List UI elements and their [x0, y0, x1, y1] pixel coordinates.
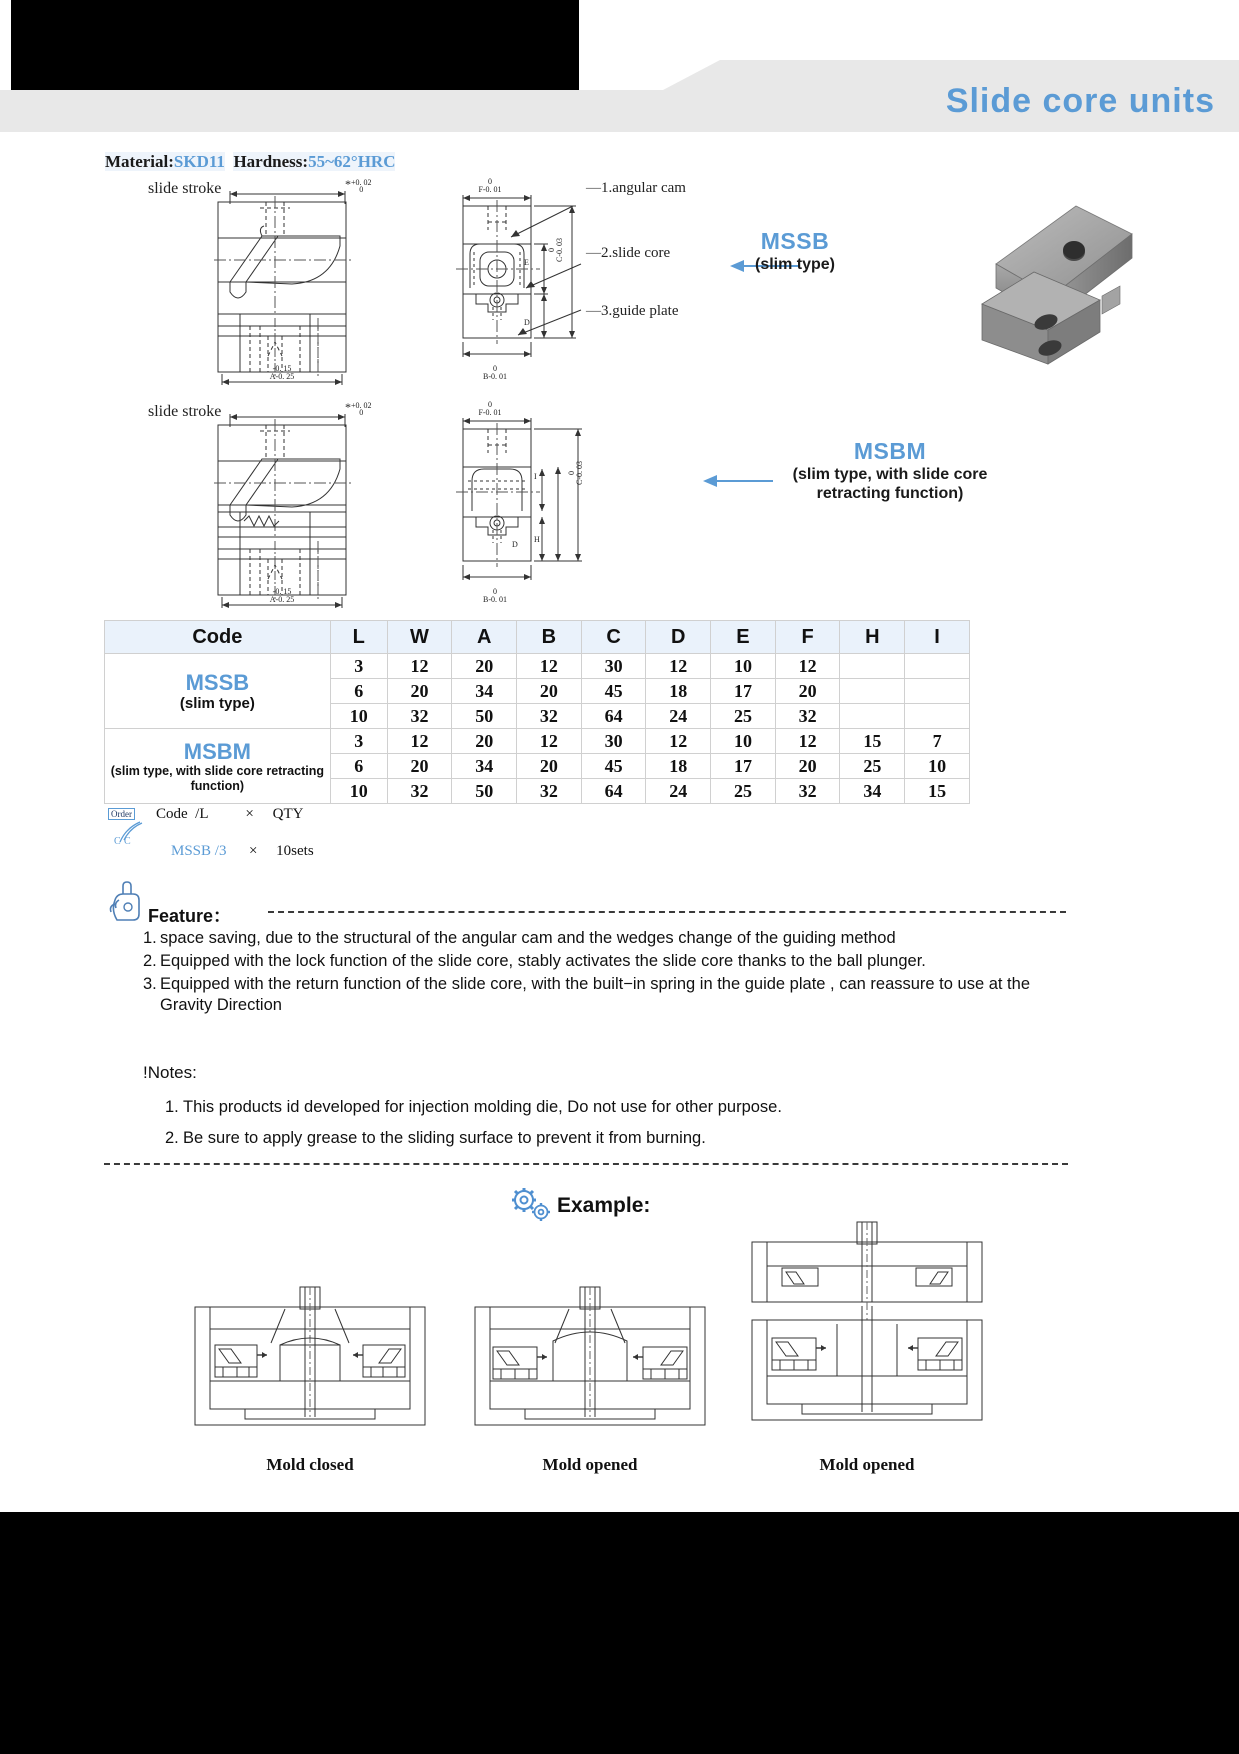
callout-3-guide-plate: —3.guide plate: [586, 303, 679, 319]
feature-item-number: 2.: [143, 951, 157, 970]
cell-B: 20: [517, 754, 582, 779]
col-header-L: L: [330, 621, 387, 654]
cell-F: 20: [775, 754, 840, 779]
cell-D: 12: [646, 729, 711, 754]
order-pattern: Code /L × QTY: [156, 806, 304, 822]
cell-E: 17: [711, 679, 776, 704]
cell-W: 32: [387, 704, 452, 729]
cell-A: 20: [452, 654, 517, 679]
cell-D: 18: [646, 679, 711, 704]
cell-I: [905, 704, 970, 729]
cell-W: 20: [387, 754, 452, 779]
cell-F: 32: [775, 704, 840, 729]
page-header: [0, 0, 1239, 132]
note-item-text: Be sure to apply grease to the sliding surface to prevent it from burning.: [183, 1129, 706, 1148]
feature-divider: [268, 911, 1066, 913]
col-header-B: B: [517, 621, 582, 654]
col-header-W: W: [387, 621, 452, 654]
dim-A-top: -0. 15 A-0. 25: [269, 364, 295, 381]
cell-H: 25: [840, 754, 905, 779]
dim-F-bottom: 0 F-0. 01: [478, 400, 502, 417]
cell-H: [840, 654, 905, 679]
cell-C: 45: [581, 679, 646, 704]
cell-L: 10: [330, 779, 387, 804]
dim-A-bottom: -0. 15 A-0. 25: [269, 587, 295, 604]
svg-text:C: C: [124, 836, 131, 847]
cell-F: 12: [775, 654, 840, 679]
order-example-mult: ×: [248, 843, 258, 859]
cell-D: 24: [646, 704, 711, 729]
cell-A: 50: [452, 704, 517, 729]
cell-H: [840, 704, 905, 729]
letter-I-bottom: I: [534, 472, 537, 481]
callout-2-slide-core: —2.slide core: [586, 245, 671, 261]
cell-B: 12: [517, 729, 582, 754]
group-code-msbm: [105, 729, 331, 804]
cell-C: 64: [581, 704, 646, 729]
letter-E-top: E: [524, 258, 529, 267]
msbm-side-view-drawing: [200, 409, 400, 609]
cell-A: 34: [452, 679, 517, 704]
msbm-front-view-drawing: [448, 415, 598, 615]
page-footer-block: [0, 1512, 1239, 1754]
mold-caption-3: Mold opened: [819, 1455, 915, 1474]
example-title: Example:: [557, 1194, 651, 1217]
family-msbm-code: MSBM: [853, 438, 927, 464]
cell-H: 34: [840, 779, 905, 804]
slide-stroke-label-bottom: slide stroke: [148, 403, 222, 420]
col-header-I: I: [905, 621, 970, 654]
mold-diagram-3: [742, 1220, 992, 1445]
gears-icon: [508, 1186, 554, 1224]
cell-L: 10: [330, 704, 387, 729]
mold-diagram-2: [465, 1285, 715, 1445]
note-item: [165, 1092, 1085, 1123]
family-mssb-callout: [700, 228, 890, 274]
family-mssb-desc: (slim type): [754, 256, 835, 273]
cell-D: 18: [646, 754, 711, 779]
specification-table: [104, 620, 970, 804]
feature-item: [143, 974, 1073, 1018]
material-value: SKD11: [173, 152, 225, 171]
mssb-product-photo: [960, 200, 1150, 370]
feature-item: [143, 928, 1073, 950]
group-code-mssb: [105, 654, 331, 729]
svg-text:C: C: [114, 836, 121, 847]
cell-H: 15: [840, 729, 905, 754]
cell-W: 20: [387, 679, 452, 704]
col-header-A: A: [452, 621, 517, 654]
table-row: [105, 654, 970, 679]
cell-H: [840, 679, 905, 704]
cell-B: 32: [517, 779, 582, 804]
order-example: [156, 826, 314, 877]
cell-I: 7: [905, 729, 970, 754]
cell-E: 25: [711, 704, 776, 729]
cell-C: 45: [581, 754, 646, 779]
cell-W: 12: [387, 654, 452, 679]
cell-E: 10: [711, 654, 776, 679]
feature-item-number: 3.: [143, 974, 157, 993]
table-header-row: [105, 621, 970, 654]
cell-F: 20: [775, 679, 840, 704]
callout-1-angular-cam: —1.angular cam: [586, 180, 686, 196]
group-code-mssb-desc: (slim type): [179, 695, 255, 713]
cell-C: 64: [581, 779, 646, 804]
order-example-qty: 10sets: [276, 843, 314, 859]
material-label: Material:: [105, 152, 174, 171]
note-item-text: This products id developed for injection molding die, Do not use for other purpose.: [183, 1098, 782, 1116]
mold-caption-2: Mold opened: [542, 1455, 638, 1474]
cell-A: 34: [452, 754, 517, 779]
note-item-number: 1.: [165, 1098, 179, 1116]
family-msbm-desc-line2: retracting function): [816, 485, 964, 503]
group-code-msbm-desc: (slim type, with slide core retracting function): [110, 764, 324, 793]
dim-F-top: 0 F-0. 01: [478, 177, 502, 194]
order-example-code: MSSB /3: [171, 843, 227, 859]
cell-C: 30: [581, 729, 646, 754]
material-spec-line: [105, 152, 395, 172]
mold-diagram-1: [185, 1285, 435, 1445]
tolerance-star-top: * +0. 02 0: [345, 177, 372, 195]
letter-H-bottom: H: [534, 535, 540, 544]
section-divider: [104, 1163, 1068, 1165]
feature-title: Feature：: [148, 906, 232, 926]
mold-caption-1: Mold closed: [266, 1455, 354, 1474]
cell-L: 3: [330, 654, 387, 679]
hardness-value: 55~62°HRC: [308, 152, 396, 171]
feature-item-text: Equipped with the lock function of the slide core, stably activates the slide core thanks to the ball plunger.: [160, 951, 926, 970]
cell-B: 32: [517, 704, 582, 729]
cell-E: 17: [711, 754, 776, 779]
feature-item-text: Equipped with the return function of the slide core, with the built−in spring in the guide plate , can reassure to use at the Gravity Direction: [160, 974, 1030, 1015]
group-code-mssb-code: MSSB: [185, 669, 250, 695]
mssb-side-view-drawing: [200, 186, 400, 386]
cell-L: 6: [330, 679, 387, 704]
feature-item-text: space saving, due to the structural of the angular cam and the wedges change of the guiding method: [160, 929, 896, 947]
cell-W: 12: [387, 729, 452, 754]
cell-L: 6: [330, 754, 387, 779]
cell-A: 50: [452, 779, 517, 804]
notes-title: !Notes:: [143, 1063, 197, 1082]
family-msbm-desc-line1: (slim type, with slide core: [792, 466, 988, 483]
note-item-number: 2.: [165, 1129, 179, 1148]
col-header-H: H: [840, 621, 905, 654]
cell-C: 30: [581, 654, 646, 679]
dim-C-bottom: 0 C-0. 03: [567, 461, 584, 485]
cell-F: 12: [775, 729, 840, 754]
dim-B-top: 0 B-0. 01: [483, 364, 507, 381]
col-header-D: D: [646, 621, 711, 654]
cell-I: [905, 654, 970, 679]
cell-F: 32: [775, 779, 840, 804]
cell-I: 15: [905, 779, 970, 804]
order-badge: Order: [108, 808, 135, 820]
letter-D-bottom: D: [512, 540, 518, 549]
family-mssb-code: MSSB: [760, 228, 830, 254]
family-msbm-callout: [700, 438, 1080, 503]
cell-D: 24: [646, 779, 711, 804]
header-black-block: [11, 0, 579, 93]
feature-item: [143, 951, 1073, 973]
cell-E: 25: [711, 779, 776, 804]
cell-I: [905, 679, 970, 704]
order-curve-icon: [114, 814, 158, 848]
cell-W: 32: [387, 779, 452, 804]
order-code-block: [108, 806, 528, 859]
dim-B-bottom: 0 B-0. 01: [483, 587, 507, 604]
page-title: Slide core units: [945, 82, 1215, 120]
cell-A: 20: [452, 729, 517, 754]
cell-L: 3: [330, 729, 387, 754]
col-header-E: E: [711, 621, 776, 654]
col-header-F: F: [775, 621, 840, 654]
cell-I: 10: [905, 754, 970, 779]
notes-list: [165, 1092, 1085, 1155]
feature-item-number: 1.: [143, 929, 157, 947]
hardness-label: Hardness:: [233, 152, 309, 171]
note-item: [165, 1123, 1085, 1154]
hand-pointer-icon: [105, 878, 145, 924]
col-header-C: C: [581, 621, 646, 654]
dim-C-top: 0 C-0. 03: [547, 238, 564, 262]
cell-B: 12: [517, 654, 582, 679]
cell-E: 10: [711, 729, 776, 754]
feature-list: [143, 928, 1073, 1018]
slide-stroke-label-top: slide stroke: [148, 180, 222, 197]
mssb-front-view-drawing: [448, 192, 598, 392]
group-code-msbm-code: MSBM: [183, 738, 251, 764]
cell-B: 20: [517, 679, 582, 704]
col-header-code: Code: [105, 621, 331, 654]
tolerance-star-bottom: * +0. 02 0: [345, 400, 372, 418]
table-row: [105, 729, 970, 754]
letter-D-top: D: [524, 318, 530, 327]
cell-D: 12: [646, 654, 711, 679]
